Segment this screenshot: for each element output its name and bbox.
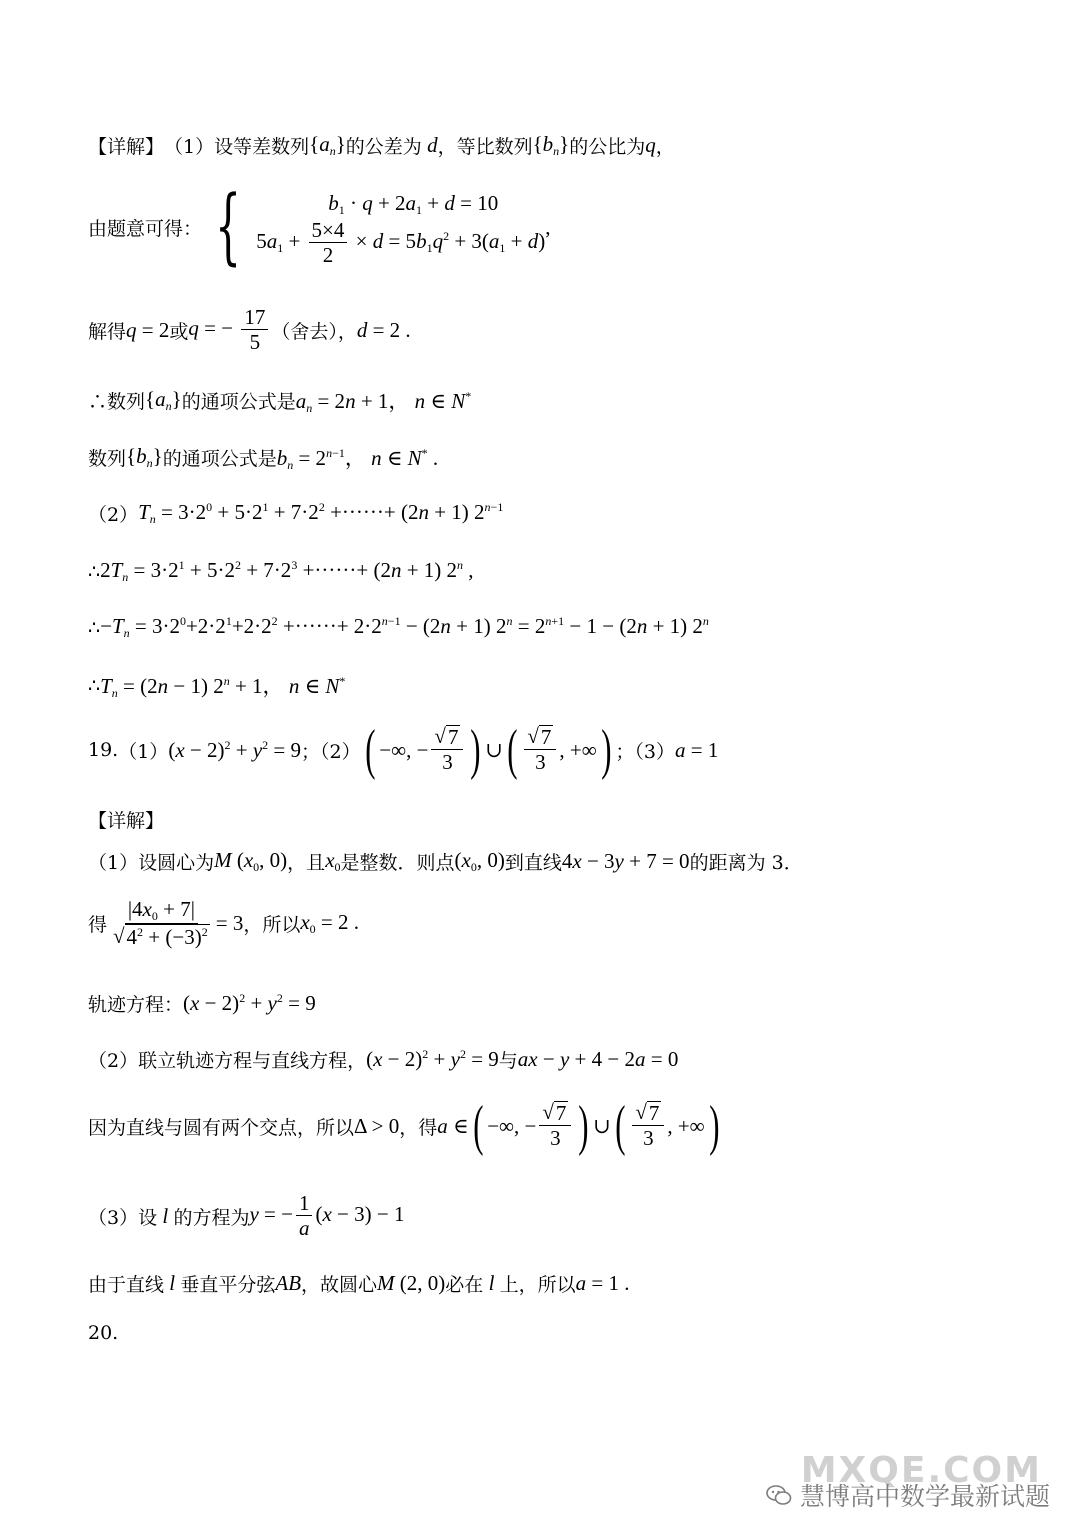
- formula: $-T_n = 3\cdot 2^0+2\cdot 2^1+2\cdot 2^2$ +······+ $2\cdot 2^{n-1} - (2n + 1) 2^n = 2^{n+1} - 1 - (2n + 1)$ 2$^n$: [100, 614, 709, 640]
- formula: 4x − 3y + 7 = 0: [561, 849, 690, 873]
- text: （3）设: [88, 1206, 158, 1229]
- text: （舍去），: [271, 320, 357, 343]
- detail-label: 【详解】: [88, 136, 165, 158]
- text: （1）设等差数列: [164, 136, 310, 158]
- formula: $T_n = (2n - 1) 2^n + 1$， n ∈ N*: [100, 674, 346, 700]
- formula: AB: [275, 1271, 302, 1295]
- text: ，等比数列: [437, 136, 533, 158]
- text: ，且: [287, 852, 326, 874]
- text: 的通项公式是: [162, 448, 277, 470]
- line-6: [88, 500, 503, 527]
- formula: q = − $\frac{17}{5}$: [188, 306, 271, 354]
- question-number: 19.: [88, 739, 119, 761]
- formula: l: [157, 1203, 174, 1228]
- formula: q = 2: [126, 317, 170, 342]
- formula: $\{b_n\}$: [126, 444, 163, 470]
- formula: $b_n = 2^{n-1}$， n ∈ N* .: [276, 446, 439, 472]
- text: 由于直线: [88, 1274, 165, 1296]
- text: 因为直线与圆有两个交点，所以: [88, 1116, 355, 1139]
- text: 或: [169, 320, 189, 343]
- formula: $\{a_n\}$: [145, 387, 182, 413]
- line-17: [88, 1192, 404, 1240]
- formula: ( −∞, − √ 7 3 ) ∪ ( √ 7 3 , +∞ ): [364, 719, 612, 781]
- text: （1）设圆心为: [88, 852, 215, 874]
- text: 必在: [445, 1274, 484, 1296]
- text: ；（3）: [615, 740, 675, 763]
- formula: = 3: [215, 911, 244, 936]
- line-18: [88, 1270, 630, 1297]
- formula: a = 1 .: [575, 1271, 630, 1295]
- text: 的距离为 3．: [689, 852, 803, 874]
- text: 数列: [88, 448, 127, 470]
- formula: M (2, 0): [377, 1271, 446, 1295]
- text: 的公比为: [569, 136, 646, 158]
- text: （2）: [88, 504, 139, 526]
- text: 到直线: [504, 852, 562, 874]
- line-13: [88, 898, 359, 949]
- comma: ,: [545, 214, 551, 239]
- text: 的通项公式是: [181, 391, 296, 413]
- watermark: [766, 1477, 1050, 1513]
- text: 的方程为: [173, 1206, 250, 1229]
- text: 由题意可得：: [88, 217, 203, 240]
- formula: $(x - 2)^2 + y^2 = 9$: [366, 1047, 499, 1071]
- wechat-icon: [766, 1484, 792, 1506]
- text: ，: [655, 136, 675, 158]
- formula: $x_0$: [325, 848, 341, 874]
- line-16: [88, 1095, 723, 1157]
- line-9: [88, 670, 345, 701]
- line-2: [88, 179, 551, 274]
- formula: $\{a_n\}$: [309, 132, 346, 158]
- text: ，得: [399, 1116, 438, 1139]
- q20-number: [88, 1322, 118, 1344]
- text: ，故圆心: [301, 1274, 378, 1296]
- formula: y = − $\frac{1}{a}$ (x − 3) − 1: [249, 1191, 405, 1241]
- watermark-text: 慧博高中数学最新试题: [799, 1482, 1050, 1511]
- formula: Δ > 0: [354, 1113, 400, 1138]
- text: （1）: [118, 740, 169, 763]
- therefore-symbol: ∴: [88, 616, 101, 639]
- text: 与: [498, 1050, 518, 1072]
- formula: $(x - 2)^2 + y^2 = 9$: [183, 991, 316, 1015]
- q19-answer: [88, 719, 719, 781]
- line-14: [88, 990, 316, 1017]
- line-5: [88, 442, 438, 473]
- text: 得: [88, 914, 108, 937]
- line-12: [88, 848, 803, 875]
- text: 的公差为: [345, 136, 422, 158]
- line-8: [88, 614, 709, 641]
- formula: $x_0 = 2$ .: [300, 910, 360, 937]
- formula: M ($x_0$, 0): [214, 848, 288, 874]
- line-1: [88, 132, 675, 159]
- formula: d: [421, 133, 438, 157]
- equation-system: $b_1 \cdot q + 2a_1 + d = 10$ $5a_1$ + $\frac{5\times 4}{2}$ × $d = 5b_1q^2 + 3(a_1 + d)$: [256, 190, 546, 268]
- text: 是整数．则点: [340, 852, 455, 874]
- text: 上，所以: [499, 1274, 576, 1296]
- question-number: 20.: [88, 1322, 119, 1344]
- text: ；（2）: [301, 740, 361, 763]
- formula: $a_n = 2n + 1$， n ∈ N*: [295, 389, 472, 415]
- text: 解得: [88, 320, 127, 343]
- text: 轨迹方程：: [88, 994, 184, 1016]
- line-3: [88, 306, 411, 354]
- formula: a = 1: [674, 737, 719, 762]
- brace: {: [215, 179, 242, 274]
- formula: $|4x_0 + 7|$ √ $4^2 + (-3)^2$: [113, 897, 208, 950]
- detail-label: 【详解】: [88, 810, 165, 832]
- formula: q: [645, 133, 656, 157]
- text: 垂直平分弦: [180, 1274, 276, 1296]
- formula: ax − y + 4 − 2a = 0: [517, 1047, 679, 1071]
- formula: $2T_n = 3\cdot 2^1 + 5\cdot 2^2 + 7\cdot 2^3$ +······+ (2n + 1) 2$^n$ ,: [100, 558, 474, 584]
- line-4: [88, 385, 471, 416]
- formula: d = 2 .: [356, 317, 411, 342]
- therefore-symbol: ∴: [88, 674, 101, 697]
- formula: $\{b_n\}$: [532, 132, 570, 158]
- text: ∴数列: [88, 391, 146, 413]
- line-15: [88, 1046, 678, 1073]
- formula: $T_n = 3\cdot 2^0 + 5\cdot 2^1 + 7\cdot 2^2$ +······+ (2n + 1) $2^{n-1}$: [138, 500, 504, 526]
- text: （2）联立轨迹方程与直线方程，: [88, 1050, 367, 1072]
- detail-heading: [88, 806, 164, 833]
- line-7: [88, 558, 474, 585]
- watermark-site: MXQE.COM: [800, 1450, 1042, 1491]
- formula: l: [483, 1271, 500, 1295]
- therefore-symbol: ∴: [88, 560, 101, 583]
- formula: ($x_0$, 0): [454, 848, 505, 874]
- text: ，所以: [243, 914, 301, 937]
- formula: l: [164, 1271, 181, 1295]
- formula: $(x - 2)^2 + y^2 = 9$: [168, 737, 301, 762]
- formula: a ∈ ( −∞, − √ 7 3 ) ∪ ( √ 7 3 , +∞ ): [437, 1095, 720, 1157]
